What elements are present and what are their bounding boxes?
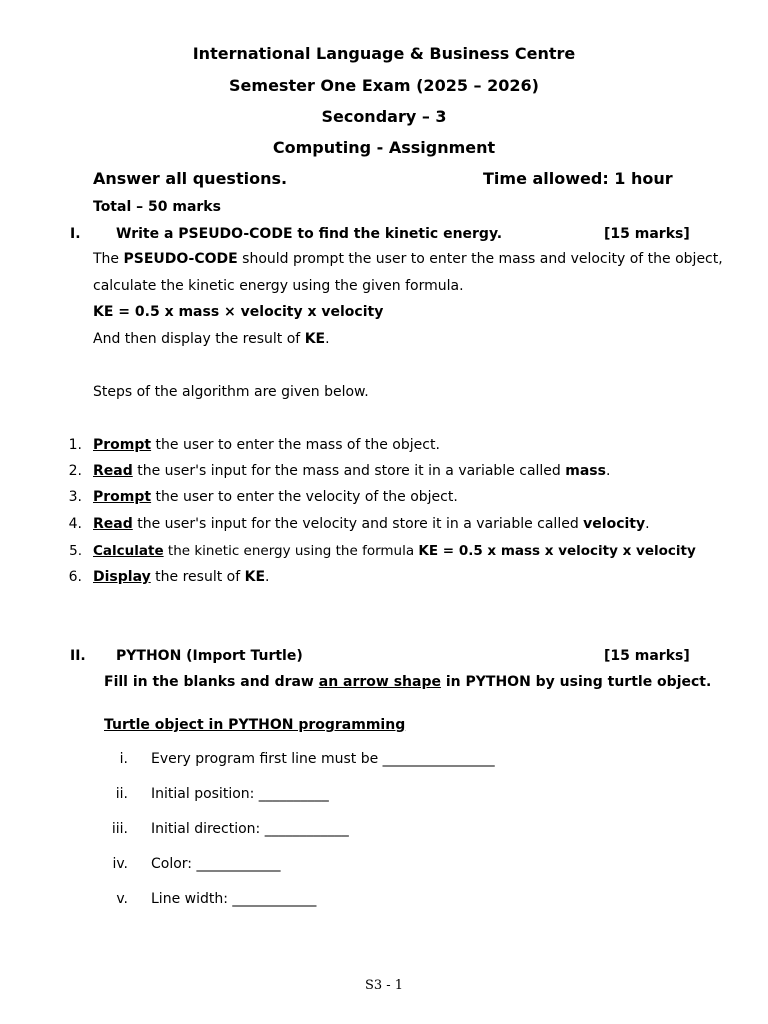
item-numeral: i. xyxy=(119,751,128,767)
item-numeral: v. xyxy=(116,891,128,907)
step-variable: mass xyxy=(565,463,606,479)
question-1-title: Write a PSEUDO-CODE to find the kinetic energy. xyxy=(116,226,503,242)
turtle-subheading: Turtle object in PYTHON programming xyxy=(104,717,406,733)
instr-arrow-shape: an arrow shape xyxy=(318,674,441,690)
item-numeral: iv. xyxy=(112,856,128,872)
step-end: . xyxy=(265,569,270,585)
step-number: 3. xyxy=(68,489,82,505)
list-item xyxy=(60,569,269,585)
question-2-instruction xyxy=(104,674,711,690)
total-marks: Total – 50 marks xyxy=(93,199,221,215)
step-number: 5. xyxy=(69,543,82,559)
list-item xyxy=(60,463,610,479)
list-item xyxy=(60,437,440,453)
step-text: the user's input for the mass and store it in a variable called xyxy=(132,463,566,479)
school-name: International Language & Business Centre xyxy=(192,44,576,63)
step-text: the user to enter the mass of the object. xyxy=(151,437,440,453)
step-number: 4. xyxy=(68,516,82,532)
list-item xyxy=(60,543,696,559)
answer-all-instruction: Answer all questions. xyxy=(93,169,288,188)
display-pre: And then display the result of xyxy=(93,331,305,347)
step-number: 1. xyxy=(68,437,82,453)
question-2-title: PYTHON (Import Turtle) xyxy=(116,648,303,664)
desc-post: should prompt the user to enter the mass and velocity of the object, xyxy=(237,251,723,267)
item-text: Every program first line must be ________________ xyxy=(151,751,495,767)
display-instruction xyxy=(93,331,330,347)
item-text: Color: ____________ xyxy=(151,856,281,872)
page-number: S3 - 1 xyxy=(364,978,404,993)
grade-level: Secondary – 3 xyxy=(321,107,447,126)
item-text: Initial position: __________ xyxy=(151,786,329,802)
list-item xyxy=(60,489,458,505)
step-end: . xyxy=(645,516,650,532)
question-1-numeral: I. xyxy=(70,226,81,242)
step-verb: Prompt xyxy=(93,489,152,505)
step-formula: KE = 0.5 x mass x velocity x velocity xyxy=(418,543,696,559)
step-number: 6. xyxy=(68,569,82,585)
step-variable: KE xyxy=(244,569,266,585)
question-2-numeral: II. xyxy=(70,648,86,664)
item-text: Initial direction: ____________ xyxy=(151,821,349,837)
step-text: the user's input for the velocity and store it in a variable called xyxy=(132,516,584,532)
exam-title: Semester One Exam (2025 – 2026) xyxy=(229,76,539,95)
step-verb: Prompt xyxy=(93,437,152,453)
question-1-description xyxy=(93,251,723,267)
ke-formula: KE = 0.5 x mass × velocity x velocity xyxy=(93,304,384,320)
step-verb: Read xyxy=(93,463,133,479)
instr-post: in PYTHON by using turtle object. xyxy=(440,674,712,690)
step-verb: Calculate xyxy=(93,543,164,559)
time-allowed: Time allowed: 1 hour xyxy=(483,169,673,188)
step-verb: Display xyxy=(93,569,151,585)
display-ke: KE xyxy=(304,331,326,347)
desc-pseudocode: PSEUDO-CODE xyxy=(123,251,238,267)
display-post: . xyxy=(325,331,330,347)
item-text: Line width: ____________ xyxy=(151,891,317,907)
question-1-marks: [15 marks] xyxy=(604,226,690,242)
step-text: the user to enter the velocity of the object. xyxy=(151,489,458,505)
subject-title: Computing - Assignment xyxy=(272,138,496,157)
step-variable: velocity xyxy=(583,516,646,532)
question-2-marks: [15 marks] xyxy=(604,648,690,664)
step-text: the result of xyxy=(150,569,245,585)
desc-pre: The xyxy=(93,251,124,267)
step-verb: Read xyxy=(93,516,133,532)
item-numeral: iii. xyxy=(111,821,128,837)
step-number: 2. xyxy=(68,463,82,479)
list-item xyxy=(60,516,650,532)
step-text: the kinetic energy using the formula xyxy=(163,543,419,559)
item-numeral: ii. xyxy=(115,786,128,802)
step-end: . xyxy=(605,463,611,479)
steps-intro: Steps of the algorithm are given below. xyxy=(93,384,369,400)
instr-pre: Fill in the blanks and draw xyxy=(104,674,319,690)
question-1-description-line2: calculate the kinetic energy using the given formula. xyxy=(93,278,464,294)
